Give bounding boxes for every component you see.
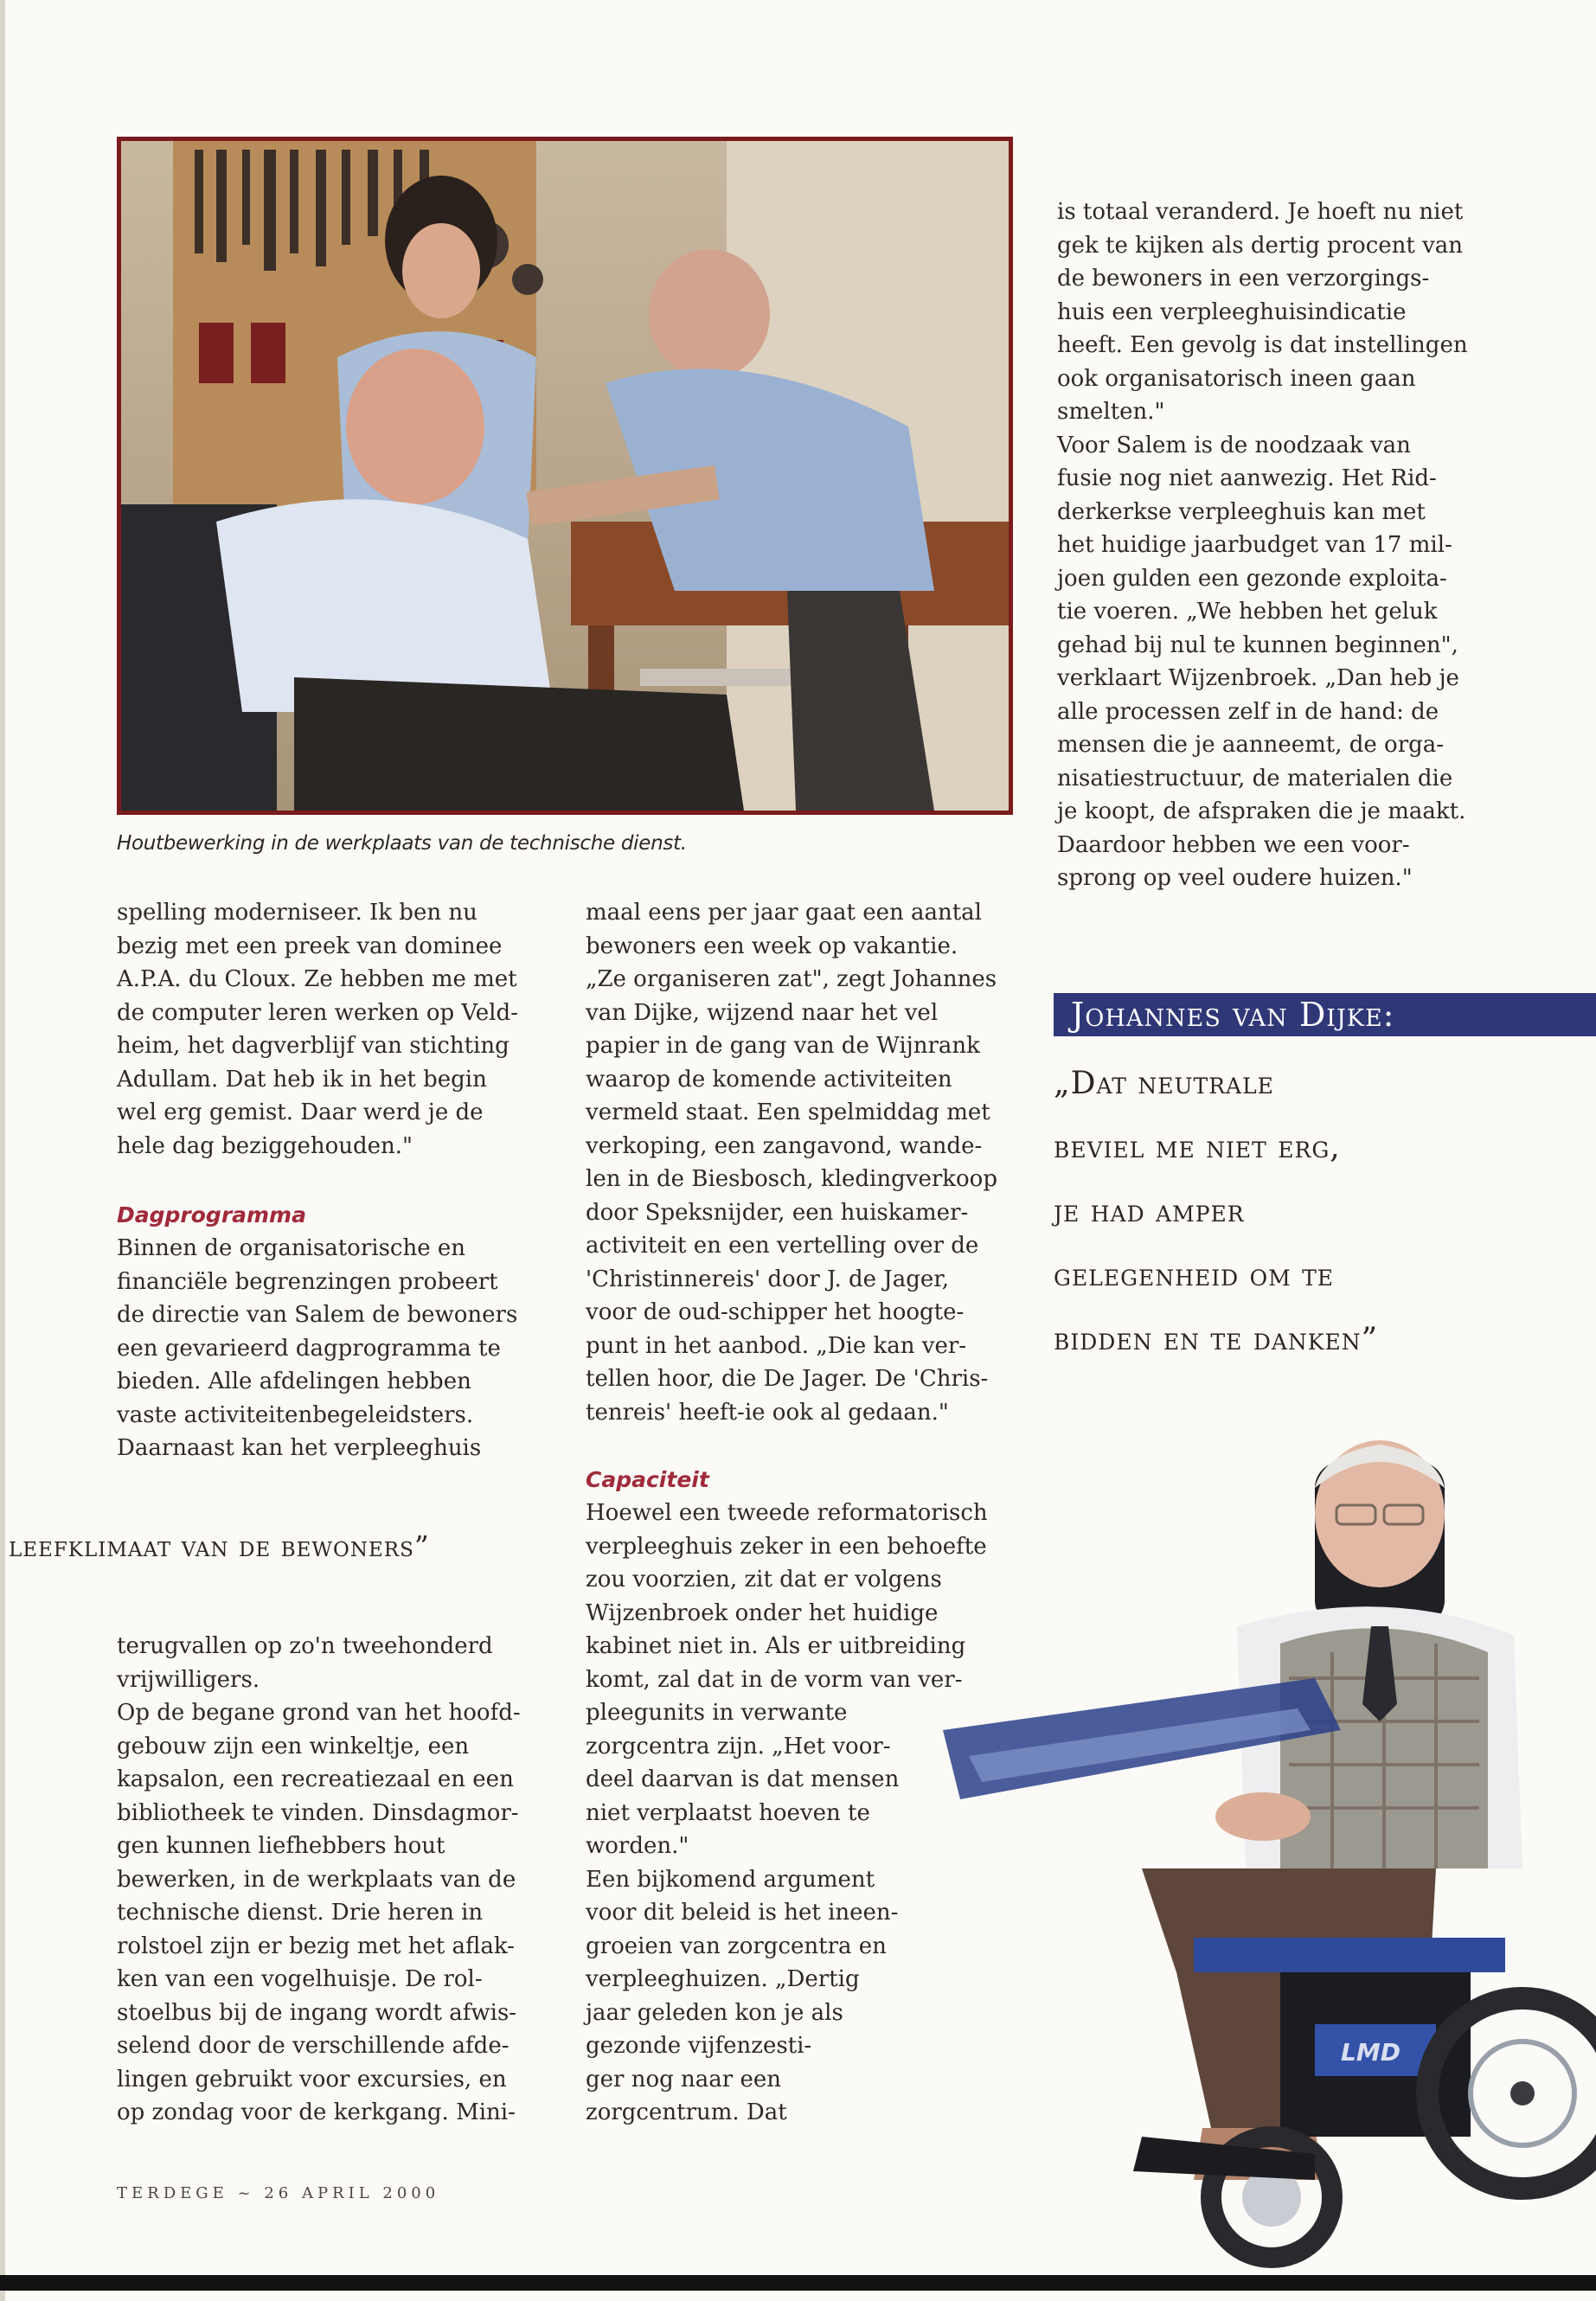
text-line: heeft. Een gevolg is dat instellingen (1057, 332, 1468, 358)
column-1-middle (117, 1232, 567, 1465)
text-line: groeien van zorgcentra en (586, 1932, 887, 1959)
text-line: tellen hoor, die De Jager. De 'Chris- (586, 1366, 989, 1392)
text-line: bewerken, in de werkplaats van de (117, 1866, 516, 1893)
text-line: bibliotheek te vinden. Dinsdagmor- (117, 1799, 519, 1826)
text-line: lingen gebruikt voor excursies, en (117, 2066, 507, 2093)
text-line: Wijzenbroek onder het huidige (586, 1599, 939, 1626)
pull-quote (1054, 1052, 1573, 1372)
column-1-top (117, 896, 567, 1163)
text-line: zorgcentra zijn. „Het voor- (586, 1733, 891, 1759)
text-line: Hoewel een tweede reformatorisch (586, 1500, 988, 1526)
text-line: gehad bij nul te kunnen beginnen", (1057, 631, 1458, 658)
text-line: zorgcentrum. Dat (586, 2099, 787, 2125)
text-line: je koopt, de afspraken die je maakt. (1057, 798, 1466, 824)
text-line: Adullam. Dat heb ik in het begin (117, 1066, 487, 1093)
text-line: de computer leren werken op Veld- (117, 999, 518, 1026)
text-line: verkoping, een zangavond, wande- (586, 1132, 983, 1159)
wheelchair-brand-label: LMD (1341, 2038, 1401, 2067)
page-edge (0, 0, 5, 2301)
text-line: zou voorzien, zit dat er volgens (586, 1567, 942, 1593)
text-line: rolstoel zijn er bezig met het aflak- (117, 1932, 515, 1959)
column-1-bottom (117, 1630, 567, 2130)
column-2-top (586, 896, 1053, 1429)
text-line: sprong op veel oudere huizen." (1057, 865, 1413, 891)
quote-line: bidden en te danken” (1054, 1322, 1379, 1357)
text-line: technische dienst. Drie heren in (117, 1900, 484, 1926)
photo-caption: Houtbewerking in de werkplaats van de technische dienst. (117, 832, 687, 855)
text-line: nisatiestructuur, de materialen die (1057, 765, 1453, 792)
text-line: mensen die je aanneemt, de orga- (1057, 732, 1445, 758)
quote-line: beviel me niet erg, (1054, 1130, 1341, 1165)
text-line: deel daarvan is dat mensen (586, 1766, 900, 1792)
text-line: wel erg gemist. Daar werd je de (117, 1099, 484, 1125)
text-line: activiteit en een vertelling over de (586, 1233, 979, 1259)
text-line: Daarnaast kan het verpleeghuis (117, 1435, 482, 1461)
text-line: „Ze organiseren zat", zegt Johannes (586, 966, 997, 992)
text-line: A.P.A. du Cloux. Ze hebben me met (117, 966, 517, 992)
text-line: waarop de komende activiteiten (586, 1066, 952, 1093)
text-line: worden." (586, 1833, 689, 1859)
text-line: Binnen de organisatorische en (117, 1235, 466, 1261)
pull-quote-tail: leefklimaat van de bewoners” (9, 1529, 430, 1563)
text-line: kabinet niet in. Als er uitbreiding (586, 1633, 966, 1659)
text-line: terugvallen op zo'n tweehonderd (117, 1633, 493, 1659)
text-line: voor dit beleid is het ineen- (586, 1900, 899, 1926)
wheelchair-illustration (830, 1419, 1596, 2284)
quote-line: gelegenheid om te (1054, 1258, 1335, 1293)
text-line: huis een verpleeghuisindicatie (1057, 298, 1407, 325)
text-line: vaste activiteitenbegeleidsters. (117, 1401, 474, 1428)
text-line: selend door de verschillende afde- (117, 2033, 510, 2059)
text-line: spelling moderniseer. Ik ben nu (117, 900, 478, 926)
text-line: kapsalon, een recreatiezaal en een (117, 1766, 514, 1792)
text-line: verpleeghuizen. „Dertig (586, 1966, 860, 1992)
text-line: pleegunits in verwante (586, 1700, 848, 1726)
quote-line: „Dat neutrale (1054, 1066, 1274, 1101)
speaker-name-bar (1054, 993, 1596, 1036)
text-line: vrijwilligers. (117, 1666, 260, 1693)
text-line: stoelbus bij de ingang wordt afwis- (117, 1999, 517, 2026)
page-footer: TERDEGE ~ 26 APRIL 2000 (117, 2184, 440, 2202)
text-line: van Dijke, wijzend naar het vel (586, 999, 939, 1026)
text-line: maal eens per jaar gaat een aantal (586, 900, 982, 926)
subhead-dagprogramma: Dagprogramma (117, 1202, 306, 1227)
workshop-photo (117, 137, 1013, 815)
text-line: verpleeghuis zeker in een behoefte (586, 1533, 987, 1560)
wheelchair-photo (830, 1419, 1596, 2284)
text-line: alle processen zelf in de hand: de (1057, 698, 1439, 725)
text-line: ken van een vogelhuisje. De rol- (117, 1966, 483, 1992)
text-line: komt, zal dat in de vorm van ver- (586, 1666, 963, 1693)
subhead-capaciteit: Capaciteit (586, 1467, 709, 1492)
text-line: smelten." (1057, 399, 1165, 425)
text-line: heim, het dagverblijf van stichting (117, 1033, 510, 1059)
text-line: verklaart Wijzenbroek. „Dan heb je (1057, 665, 1459, 691)
text-line: Een bijkomend argument (586, 1866, 875, 1893)
text-line: gek te kijken als dertig procent van (1057, 232, 1464, 259)
text-line: jaar geleden kon je als (586, 1999, 843, 2026)
text-line: gebouw zijn een winkeltje, een (117, 1733, 470, 1759)
text-line: tie voeren. „We hebben het geluk (1057, 599, 1438, 625)
text-line: ook organisatorisch ineen gaan (1057, 365, 1416, 392)
text-line: het huidige jaarbudget van 17 mil- (1057, 532, 1452, 558)
text-line: de directie van Salem de bewoners (117, 1302, 518, 1328)
text-line: joen gulden een gezonde exploita- (1057, 565, 1447, 592)
text-line: 'Christinnereis' door J. de Jager, (586, 1266, 950, 1292)
column-3-top (1057, 195, 1542, 895)
bottom-rule (0, 2275, 1596, 2291)
text-line: punt in het aanbod. „Die kan ver- (586, 1332, 967, 1359)
text-line: bieden. Alle afdelingen hebben (117, 1368, 471, 1394)
text-line: derkerkse verpleeghuis kan met (1057, 498, 1426, 525)
text-line: bezig met een preek van dominee (117, 933, 503, 959)
text-line: fusie nog niet aanwezig. Het Rid- (1057, 465, 1437, 491)
speaker-name: Johannes van Dijke: (1071, 996, 1395, 1034)
workshop-photo-illustration (121, 141, 1009, 811)
text-line: vermeld staat. Een spelmiddag met (586, 1099, 990, 1125)
text-line: gen kunnen liefhebbers hout (117, 1833, 445, 1859)
text-line: gezonde vijfenzesti- (586, 2033, 812, 2059)
text-line: Voor Salem is de noodzaak van (1057, 432, 1411, 458)
text-line: bewoners een week op vakantie. (586, 933, 958, 959)
text-line: voor de oud-schipper het hoogte- (586, 1299, 965, 1325)
text-line: niet verplaatst hoeven te (586, 1799, 870, 1826)
text-line: Op de begane grond van het hoofd- (117, 1700, 521, 1726)
text-line: Daardoor hebben we een voor- (1057, 831, 1410, 858)
text-line: papier in de gang van de Wijnrank (586, 1033, 980, 1059)
text-line: een gevarieerd dagprogramma te (117, 1335, 501, 1362)
text-line: len in de Biesbosch, kledingverkoop (586, 1166, 997, 1192)
text-line: tenreis' heeft-ie ook al gedaan." (586, 1399, 949, 1426)
text-line: door Speksnijder, een huiskamer- (586, 1199, 969, 1226)
text-line: hele dag beziggehouden." (117, 1132, 413, 1159)
text-line: op zondag voor de kerkgang. Mini- (117, 2099, 516, 2125)
text-line: de bewoners in een verzorgings- (1057, 266, 1430, 292)
text-line: financiële begrenzingen probeert (117, 1268, 498, 1295)
text-line: is totaal veranderd. Je hoeft nu niet (1057, 199, 1464, 225)
quote-line: je had amper (1054, 1194, 1245, 1229)
text-line: ger nog naar een (586, 2066, 781, 2093)
